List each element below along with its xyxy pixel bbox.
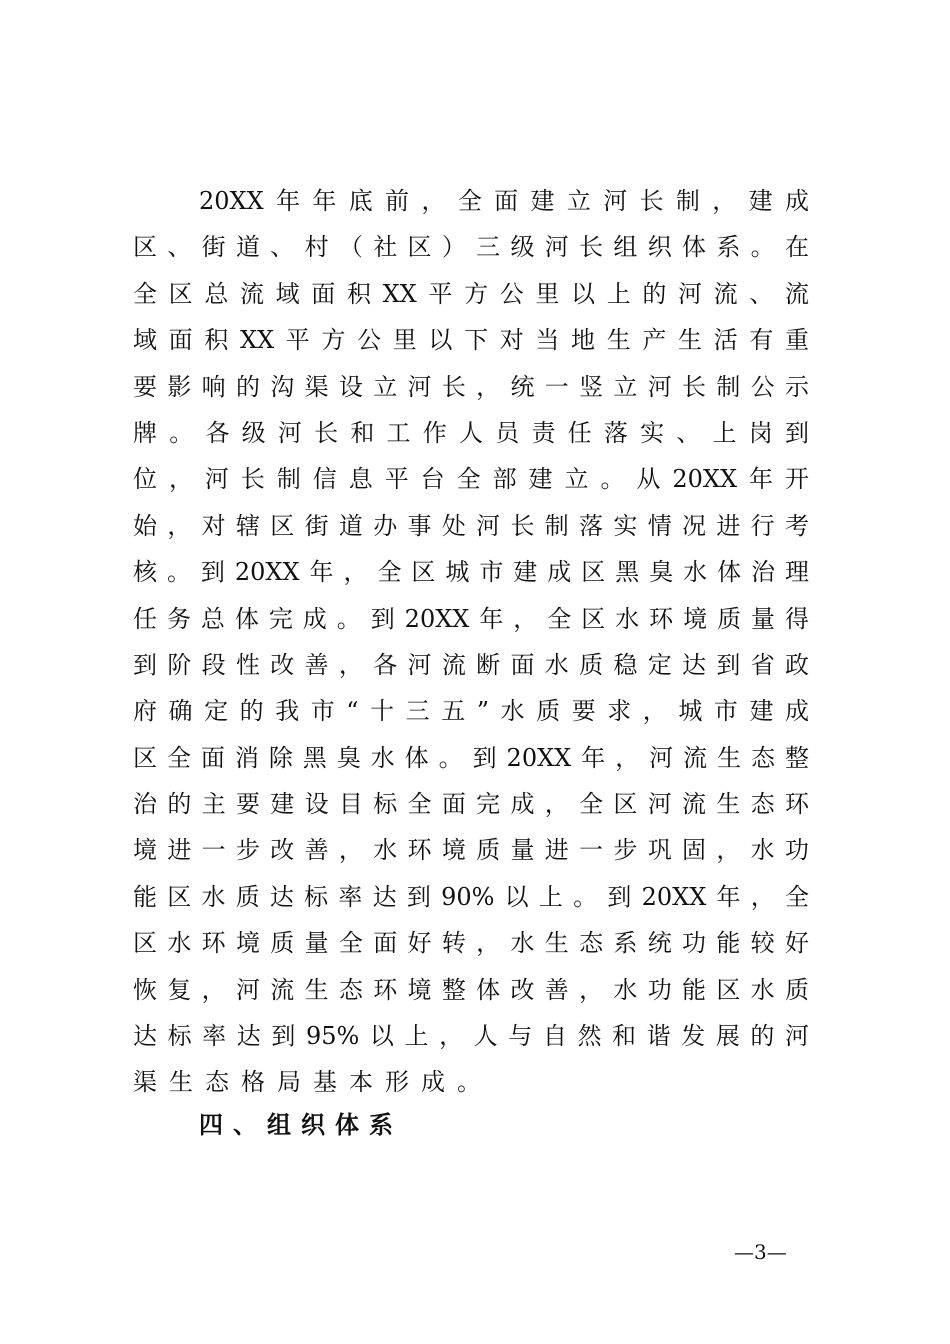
paragraph-line: 核。到20XX年，全区城市建成区黑臭水体治理 (133, 558, 809, 587)
paragraph-line: 区、街道、村（社区）三级河长组织体系。在 (133, 233, 809, 262)
paragraph-line: 能区水质达标率达到90%以上。到20XX年，全 (133, 882, 809, 911)
paragraph-line: 20XX年年底前，全面建立河长制，建成 (199, 187, 809, 215)
paragraph-line: 达标率达到95%以上，人与自然和谐发展的河 (133, 1022, 809, 1051)
paragraph-line: 任务总体完成。到20XX年，全区水环境质量得 (133, 604, 809, 633)
paragraph-line: 区水环境质量全面好转，水生态系统功能较好 (133, 929, 809, 958)
paragraph-line: 要影响的沟渠设立河长，统一竖立河长制公示 (133, 372, 809, 401)
paragraph-line: 域面积XX平方公里以下对当地生产生活有重 (133, 326, 809, 355)
paragraph-line: 全区总流域面积XX平方公里以上的河流、流 (133, 279, 809, 308)
paragraph-line: 始，对辖区街道办事处河长制落实情况进行考 (133, 511, 809, 540)
paragraph-line: 渠生态格局基本形成。 (133, 1068, 493, 1097)
paragraph-line: 到阶段性改善，各河流断面水质稳定达到省政 (133, 650, 809, 679)
paragraph-line: 治的主要建设目标全面完成，全区河流生态环 (133, 790, 809, 819)
page-number: —3— (734, 1240, 787, 1264)
section-heading: 四、组织体系 (199, 1110, 403, 1139)
paragraph-line: 区全面消除黑臭水体。到20XX年，河流生态整 (133, 743, 809, 772)
paragraph-line: 牌。各级河长和工作人员责任落实、上岗到 (133, 418, 809, 447)
paragraph-line: 恢复，河流生态环境整体改善，水功能区水质 (133, 975, 809, 1004)
paragraph-line: 位，河长制信息平台全部建立。从20XX年开 (133, 465, 809, 494)
paragraph-line: 境进一步改善，水环境质量进一步巩固，水功 (133, 836, 809, 865)
body-paragraph (133, 178, 809, 1106)
paragraph-line: 府确定的我市“十三五”水质要求，城市建成 (133, 697, 809, 726)
